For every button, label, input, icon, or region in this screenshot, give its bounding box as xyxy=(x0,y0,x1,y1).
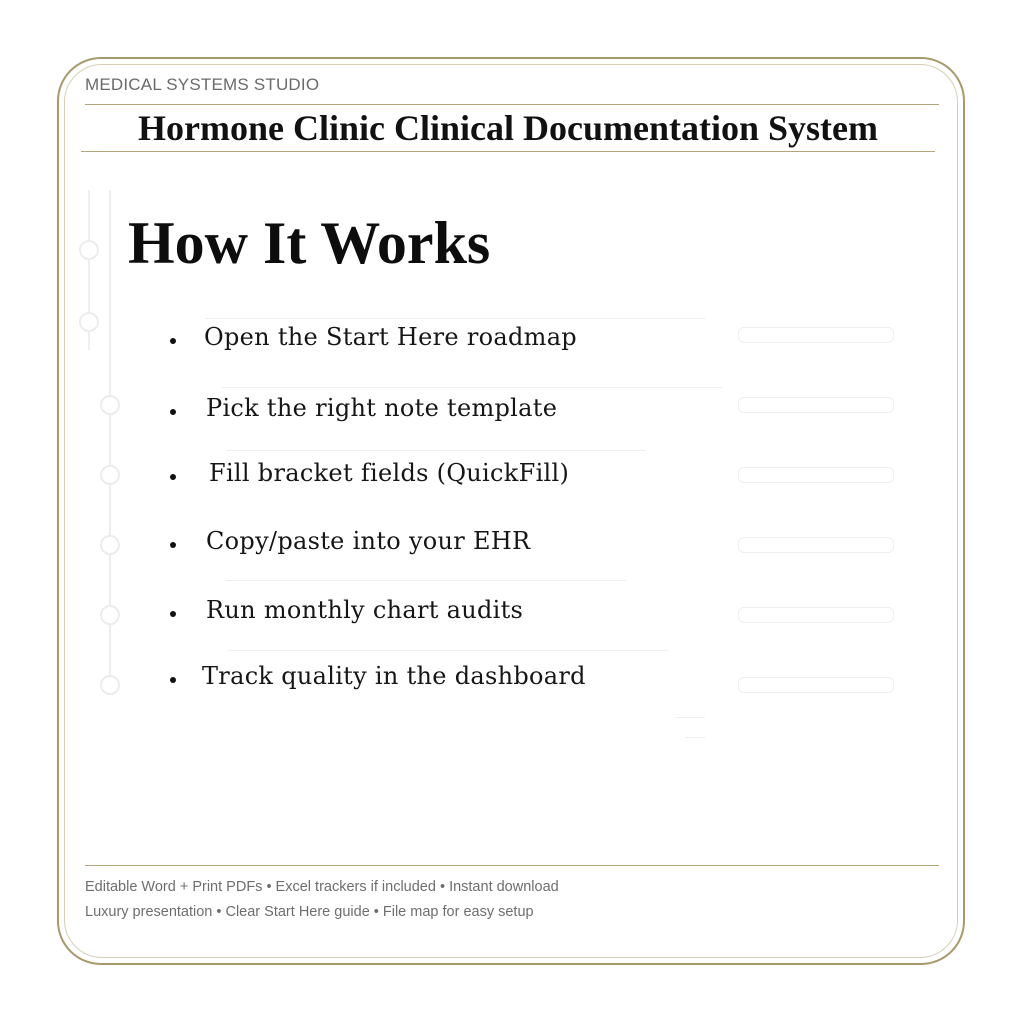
footer-divider xyxy=(85,865,939,866)
step-label: Run monthly chart audits xyxy=(206,596,524,624)
list-item xyxy=(170,320,577,354)
bullet-icon xyxy=(170,474,176,480)
system-title: Hormone Clinic Clinical Documentation System xyxy=(138,108,878,148)
step-label: Open the Start Here roadmap xyxy=(204,323,577,351)
list-item xyxy=(170,391,557,425)
footer-features-line-2: Luxury presentation • Clear Start Here guide • File map for easy setup xyxy=(85,904,534,920)
list-item xyxy=(170,593,523,627)
list-item xyxy=(170,524,530,558)
section-title: How It Works xyxy=(128,210,491,276)
list-item xyxy=(170,659,586,693)
bullet-icon xyxy=(170,542,176,548)
step-label: Fill bracket fields (QuickFill) xyxy=(209,459,570,487)
step-label: Pick the right note template xyxy=(206,394,558,422)
bullet-icon xyxy=(170,338,176,344)
footer-features-line-1: Editable Word + Print PDFs • Excel trackers if included • Instant download xyxy=(85,879,559,895)
bullet-icon xyxy=(170,409,176,415)
bullet-icon xyxy=(170,677,176,683)
step-label: Track quality in the dashboard xyxy=(202,662,586,690)
studio-name: MEDICAL SYSTEMS STUDIO xyxy=(85,75,320,94)
bullet-icon xyxy=(170,611,176,617)
list-item xyxy=(170,456,569,490)
step-label: Copy/paste into your EHR xyxy=(206,527,531,555)
